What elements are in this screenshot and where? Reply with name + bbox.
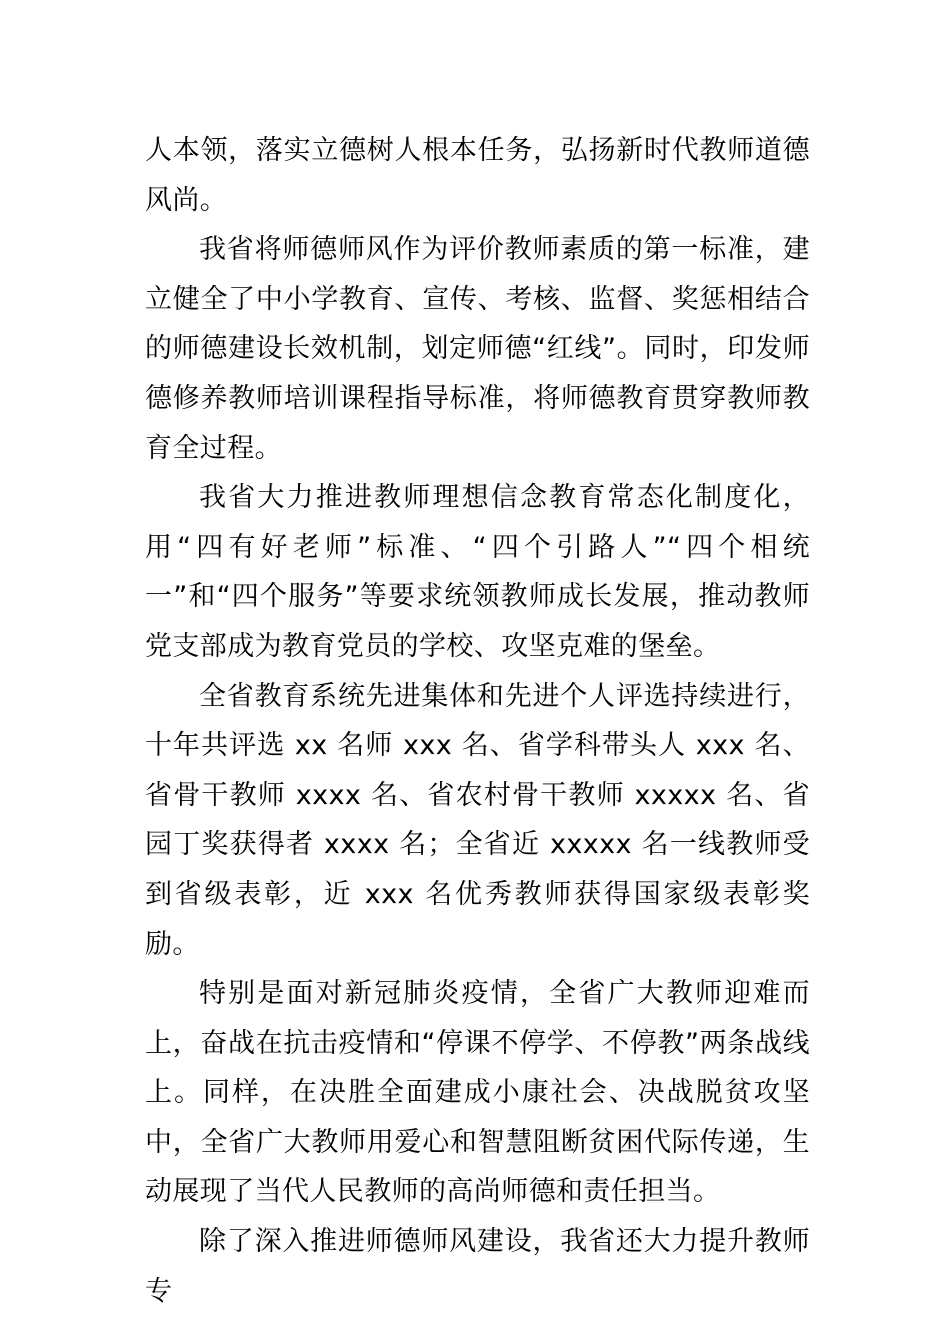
paragraph-continued: 人本领，落实立德树人根本任务，弘扬新时代教师道德风尚。	[145, 135, 810, 216]
paragraph-epidemic-response: 特别是面对新冠肺炎疫情，全省广大教师迎难而上，奋战在抗击疫情和“停课不停学、不停教”两条战线上。同样，在决胜全面建成小康社会、决战脱贫攻坚中，全省广大教师用爱心和智慧阻断贫困代际传递，生动展现了当代人民教师的高尚师德和责任担当。	[145, 978, 810, 1208]
paragraph-awards-selection: 全省教育系统先进集体和先进个人评选持续进行，十年共评选 xx 名师 xxx 名、省学科带头人 xxx 名、省骨干教师 xxxx 名、省农村骨干教师 xxxxx 名、省园丁奖获得者 xxxx 名；全省近 xxxxx 名一线教师受到省级表彰，近 xxx 名优秀教师获得国家级表彰奖励。	[145, 680, 810, 960]
paragraph-teacher-ethics-standard: 我省将师德师风作为评价教师素质的第一标准，建立健全了中小学教育、宣传、考核、监督、奖惩相结合的师德建设长效机制，划定师德“红线”。同时，印发师德修养教师培训课程指导标准，将师德教育贯穿教师教育全过程。	[145, 234, 810, 464]
paragraph-ideals-education: 我省大力推进教师理想信念教育常态化制度化，用“四有好老师”标准、“四个引路人”“四个相统一”和“四个服务”等要求统领教师成长发展，推动教师党支部成为教育党员的学校、攻坚克难的堡垒。	[145, 482, 810, 662]
paragraph-professional-improvement: 除了深入推进师德师风建设，我省还大力提升教师专	[145, 1226, 810, 1307]
document-body	[145, 126, 810, 1316]
